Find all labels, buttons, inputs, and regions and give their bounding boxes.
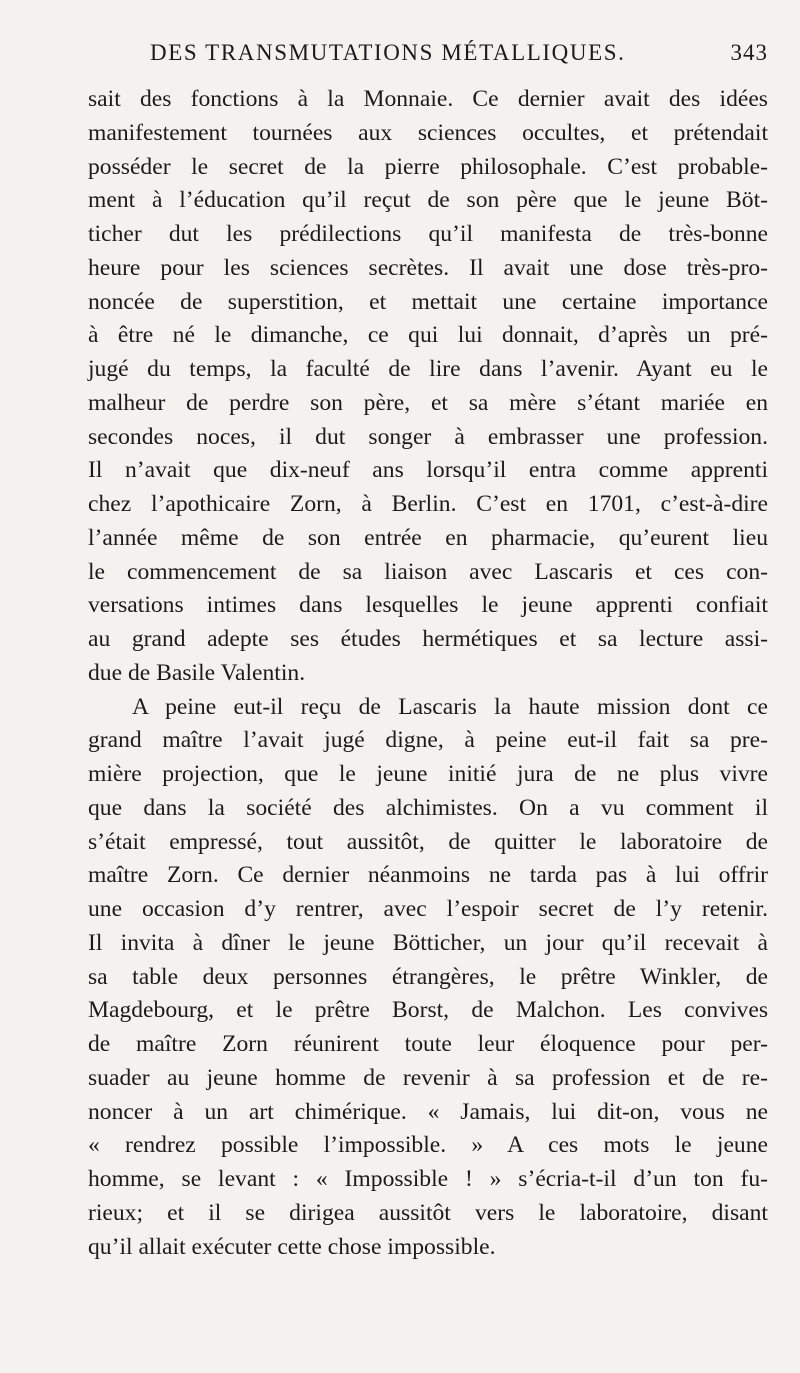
text-line: A peine eut-il reçu de Lascaris la haute mission dont ce: [132, 693, 768, 720]
text-line: à être né le dimanche, ce qui lui donnait, d’après un pré-: [88, 322, 768, 349]
text-line: jugé du temps, la faculté de lire dans l’avenir. Ayant eu le: [88, 356, 768, 382]
text-line: posséder le secret de la pierre philosophale. C’est probable-: [88, 153, 768, 180]
text-line: Il n’avait que dix-neuf ans lorsqu’il entra comme apprenti: [88, 457, 768, 484]
text-line: homme, se levant : « Impossible ! » s’écria-t-il d’un ton fu-: [88, 1166, 768, 1192]
text-line: malheur de perdre son père, et sa mère s’étant mariée en: [88, 389, 768, 416]
text-line: « rendrez possible l’impossible. » A ces mots le jeune: [88, 1132, 768, 1159]
body-text: [88, 83, 768, 1264]
text-line: sait des fonctions à la Monnaie. Ce dernier avait des idées: [88, 86, 768, 112]
text-line: l’année même de son entrée en pharmacie, qu’eurent lieu: [88, 524, 768, 551]
text-line: que dans la société des alchimistes. On a vu comment il: [88, 794, 768, 821]
text-line: heure pour les sciences secrètes. Il avait une dose très-pro-: [88, 254, 768, 281]
text-line: s’était empressé, tout aussitôt, de quitter le laboratoire de: [88, 828, 768, 855]
text-line: grand maître l’avait jugé digne, à peine eut-il fait sa pre-: [88, 727, 768, 754]
text-line: une occasion d’y rentrer, avec l’espoir secret de l’y retenir.: [88, 896, 768, 922]
text-line: due de Basile Valentin.: [88, 659, 306, 686]
text-line: versations intimes dans lesquelles le jeune apprenti confiait: [88, 592, 768, 619]
running-title: DES TRANSMUTATIONS MÉTALLIQUES.: [150, 40, 626, 65]
text-line: maître Zorn. Ce dernier néanmoins ne tarda pas à lui offrir: [88, 862, 768, 889]
text-line: noncée de superstition, et mettait une certaine importance: [88, 288, 768, 315]
text-line: chez l’apothicaire Zorn, à Berlin. C’est en 1701, c’est-à-dire: [88, 491, 768, 517]
text-line: sa table deux personnes étrangères, le prêtre Winkler, de: [88, 963, 768, 990]
text-line: de maître Zorn réunirent toute leur éloquence pour per-: [88, 1031, 768, 1057]
text-line: rieux; et il se dirigea aussitôt vers le laboratoire, disant: [88, 1199, 768, 1226]
text-line: manifestement tournées aux sciences occultes, et prétendait: [88, 119, 768, 146]
page-number: 343: [730, 40, 768, 65]
text-line: ticher dut les prédilections qu’il manifesta de très-bonne: [88, 221, 768, 247]
text-line: Il invita à dîner le jeune Bötticher, un jour qu’il recevait à: [88, 929, 768, 956]
text-line: le commencement de sa liaison avec Lascaris et ces con-: [88, 558, 768, 585]
text-line: mière projection, que le jeune initié jura de ne plus vivre: [88, 761, 768, 787]
text-line: suader au jeune homme de revenir à sa profession et de re-: [88, 1064, 768, 1091]
text-line: qu’il allait exécuter cette chose impossible.: [88, 1233, 496, 1260]
text-line: au grand adepte ses études hermétiques et sa lecture assi-: [88, 626, 768, 652]
text-line: noncer à un art chimérique. « Jamais, lui dit-on, vous ne: [88, 1098, 768, 1125]
running-head: [88, 40, 768, 80]
text-line: ment à l’éducation qu’il reçut de son père que le jeune Böt-: [88, 187, 768, 214]
text-line: secondes noces, il dut songer à embrasser une profession.: [88, 423, 768, 450]
text-line: Magdebourg, et le prêtre Borst, de Malchon. Les convives: [88, 997, 768, 1024]
